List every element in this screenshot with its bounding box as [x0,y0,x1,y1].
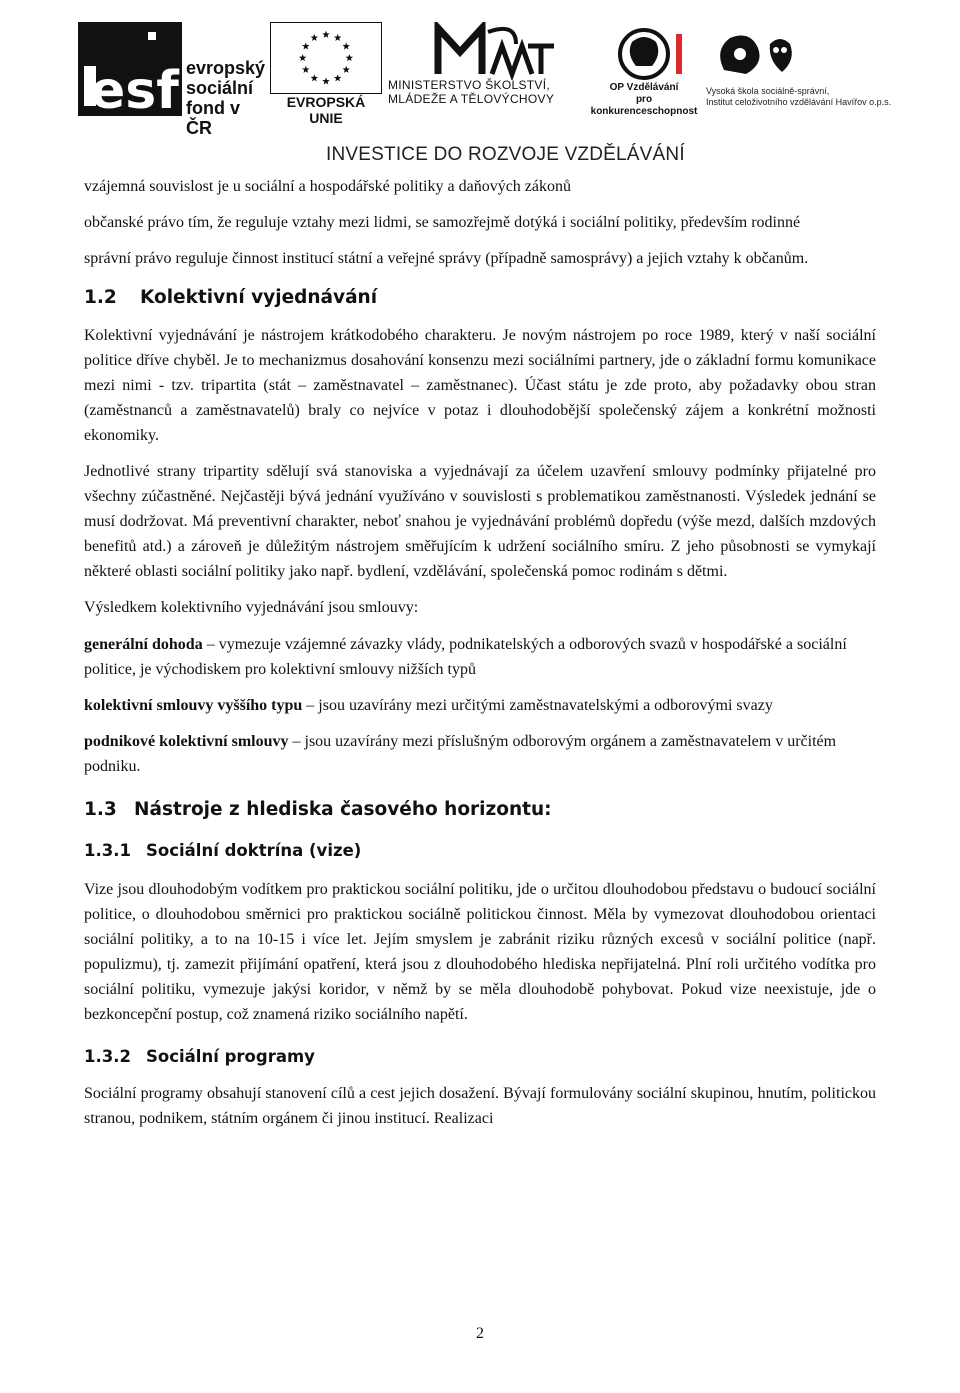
section-title: Kolektivní vyjednávání [140,287,378,308]
section-title: Sociální doktrína (vize) [146,841,362,860]
esf-logo [78,22,266,138]
section-number: 1.2 [84,287,117,308]
definition-text: – jsou uzavírány mezi určitými zaměstnavatelskými a odborovými svazy [302,697,773,714]
eu-logo [270,22,382,126]
page-header [0,0,960,172]
op-logo [582,28,706,116]
vsss-mark-icon [706,30,916,84]
esf-text-line: fond v ČR [186,98,240,138]
paragraph: Jednotlivé strany tripartity sdělují svá stanoviska a vyjednávají za účelem uzavření smlouvy podmínky přijatelné pro všechny zúčastněné. Nejčastěji bývá jednání využíváno v souvislosti s problematikou zaměstnanosti. Výsledek jednání se musí dodržovat. Má preventivní charakter, neboť snahou je vyjednávání problémů dopředu (výše mezd, dalších mzdových benefitů atd.) a zároveň je důležitým nástrojem směřujícím k udržení sociálního smíru. Z jeho působnosti se vymykají některé oblasti sociální politiky jako např. bydlení, vzdělávání, společenská pomoc rodinám s dětmi. [84,463,876,580]
section-heading [84,285,876,311]
esf-text-line: sociální [186,78,254,98]
msmt-logo [388,22,578,118]
subsection-heading [84,839,876,863]
op-text-line: pro konkurenceschopnost [590,94,698,117]
esf-text [186,58,266,138]
section-title: Nástroje z hlediska časového horizontu: [134,799,552,820]
op-mark-icon [582,28,706,80]
definition-term: podnikové kolektivní smlouvy [84,733,289,750]
section-number: 1.3.2 [84,1047,131,1066]
eu-flag-icon [270,22,382,94]
vsss-text [706,86,916,108]
section-heading [84,797,876,823]
msmt-text-line: MLÁDEŽE A TĚLOVÝCHOVY [388,92,555,106]
subsection-heading [84,1045,876,1069]
definition-item [84,729,876,779]
section-title: Sociální programy [146,1047,315,1066]
definition-term: generální dohoda [84,636,203,653]
definition-text: – jsou uzavírány mezi příslušným odborovým orgánem a zaměstnavatelem v určitém podniku. [84,733,837,775]
esf-mark-icon [78,22,182,116]
definition-item [84,693,876,718]
eu-text: EVROPSKÁ UNIE [286,94,366,126]
section-number: 1.3 [84,799,117,820]
vsss-logo [706,30,916,120]
paragraph: Výsledkem kolektivního vyjednávání jsou smlouvy: [84,599,419,616]
svg-text:esf: esf [90,61,179,116]
msmt-text-line: MINISTERSTVO ŠKOLSTVÍ, [388,78,550,92]
paragraph: Sociální programy obsahují stanovení cílů a cest jejich dosažení. Bývají formulovány sociální skupinou, hnutím, politickou stranou, podnikem, státním orgánem či jinou institucí. Realizaci [84,1085,876,1127]
esf-text-line: evropský [186,58,266,78]
paragraph: občanské právo tím, že reguluje vztahy mezi lidmi, se samozřejmě dotýká i sociální politiky, především rodinné [84,214,801,231]
definition-item [84,632,876,682]
document-body [84,174,876,1142]
op-text-line: OP Vzdělávání [609,82,679,93]
investice-tagline: INVESTICE DO ROZVOJE VZDĚLÁVÁNÍ [326,144,685,165]
definition-term: kolektivní smlouvy vyššího typu [84,697,303,714]
op-text [582,82,706,118]
vsss-text-line: Vysoká škola sociálně-správní, [706,86,830,96]
paragraph: vzájemná souvislost je u sociální a hospodářské politiky a daňových zákonů [84,178,571,195]
paragraph: správní právo reguluje činnost institucí státní a veřejné správy (případně samosprávy) a jejich vztahy k občanům. [84,250,809,267]
page-number: 2 [476,1325,484,1342]
msmt-text [388,78,578,106]
definition-text: – vymezuje vzájemné závazky vlády, podnikatelských a odborových svazů v hospodářské a sociální politice, je východiskem pro kolektivní smlouvy nižších typů [84,636,847,678]
vsss-text-line: Institut celoživotního vzdělávání Havířov o.p.s. [706,97,892,107]
msmt-mark-icon [388,22,578,80]
paragraph: Kolektivní vyjednávání je nástrojem krátkodobého charakteru. Je novým nástrojem po roce 1989, který v naší sociální politice dříve chyběl. Je to mechanizmus dosahování konsenzu mezi sociálními partnery, jde o základní formu komunikace mezi nimi - tzv. tripartita (stát – zaměstnavatel – zaměstnanec). Účast státu je zde proto, aby požadavky obou stran (zaměstnanců a zaměstnavatelů) braly co nejvíce v potaz i dlouhodobější společenský zájem a konkrétní možnosti ekonomiky. [84,327,876,444]
paragraph: Vize jsou dlouhodobým vodítkem pro praktickou sociální politiku, jde o určitou dlouhodobou představu o budoucí sociální politice, o dlouhodobou směrnici pro praktickou sociálně politickou činnost. Měla by vymezovat dlouhodobou orientaci sociální politiky, a to na 10-15 i více let. Jejím smyslem je zabránit riziku různých excesů v sociální politice (např. populizmu), tj. zamezit přijímání opatření, která jsou z dlouhodobého hlediska nepřijatelná. Plní roli určitého vodítka pro sociální politiku, vymezuje jakýsi koridor, v němž by se měla dlouhodobě pohybovat. Pokud vize neexistuje, jde o bezkoncepční postup, což znamená riziko sociálního napětí. [84,881,876,1023]
section-number: 1.3.1 [84,841,131,860]
